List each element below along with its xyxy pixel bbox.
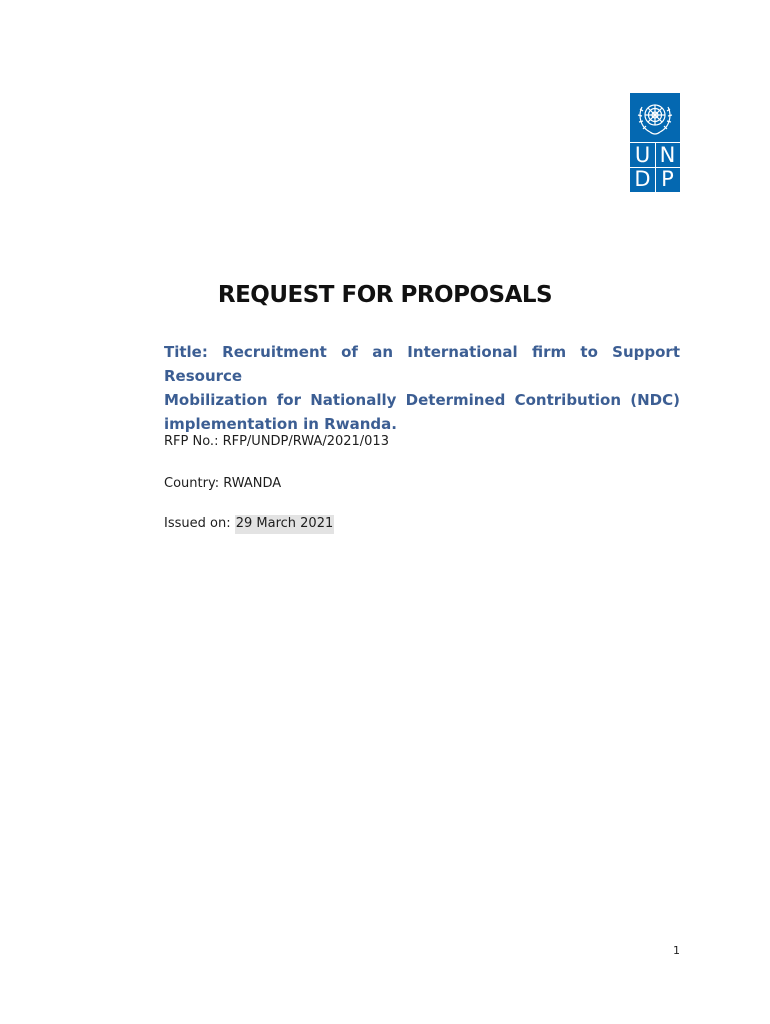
issue-date-value: 29 March 2021 xyxy=(235,515,335,534)
logo-letter-u: U xyxy=(634,143,651,167)
rfp-number-value: RFP/UNDP/RWA/2021/013 xyxy=(222,434,389,449)
rfp-title-line: Mobilization for Nationally Determined Contribution (NDC) xyxy=(164,391,680,409)
logo-letter-d: D xyxy=(634,167,651,191)
document-heading: REQUEST FOR PROPOSALS xyxy=(217,282,553,308)
rfp-title-line: Title: Recruitment of an International firm to Support Resource xyxy=(164,343,680,385)
country-label: Country: xyxy=(164,476,224,491)
logo-letter-n: N xyxy=(659,143,676,167)
rfp-number xyxy=(164,434,389,449)
logo-letter-p: P xyxy=(661,167,674,191)
un-emblem-icon xyxy=(634,97,676,139)
undp-logo xyxy=(630,93,680,192)
rfp-title xyxy=(164,340,680,436)
issue-date xyxy=(164,516,334,531)
country-value: RWANDA xyxy=(223,476,282,491)
rfp-title-line: implementation in Rwanda. xyxy=(164,415,397,433)
page-number: 1 xyxy=(673,944,680,957)
issue-date-label: Issued on: xyxy=(164,516,235,531)
rfp-number-label: RFP No.: xyxy=(164,434,223,449)
country xyxy=(164,476,281,491)
